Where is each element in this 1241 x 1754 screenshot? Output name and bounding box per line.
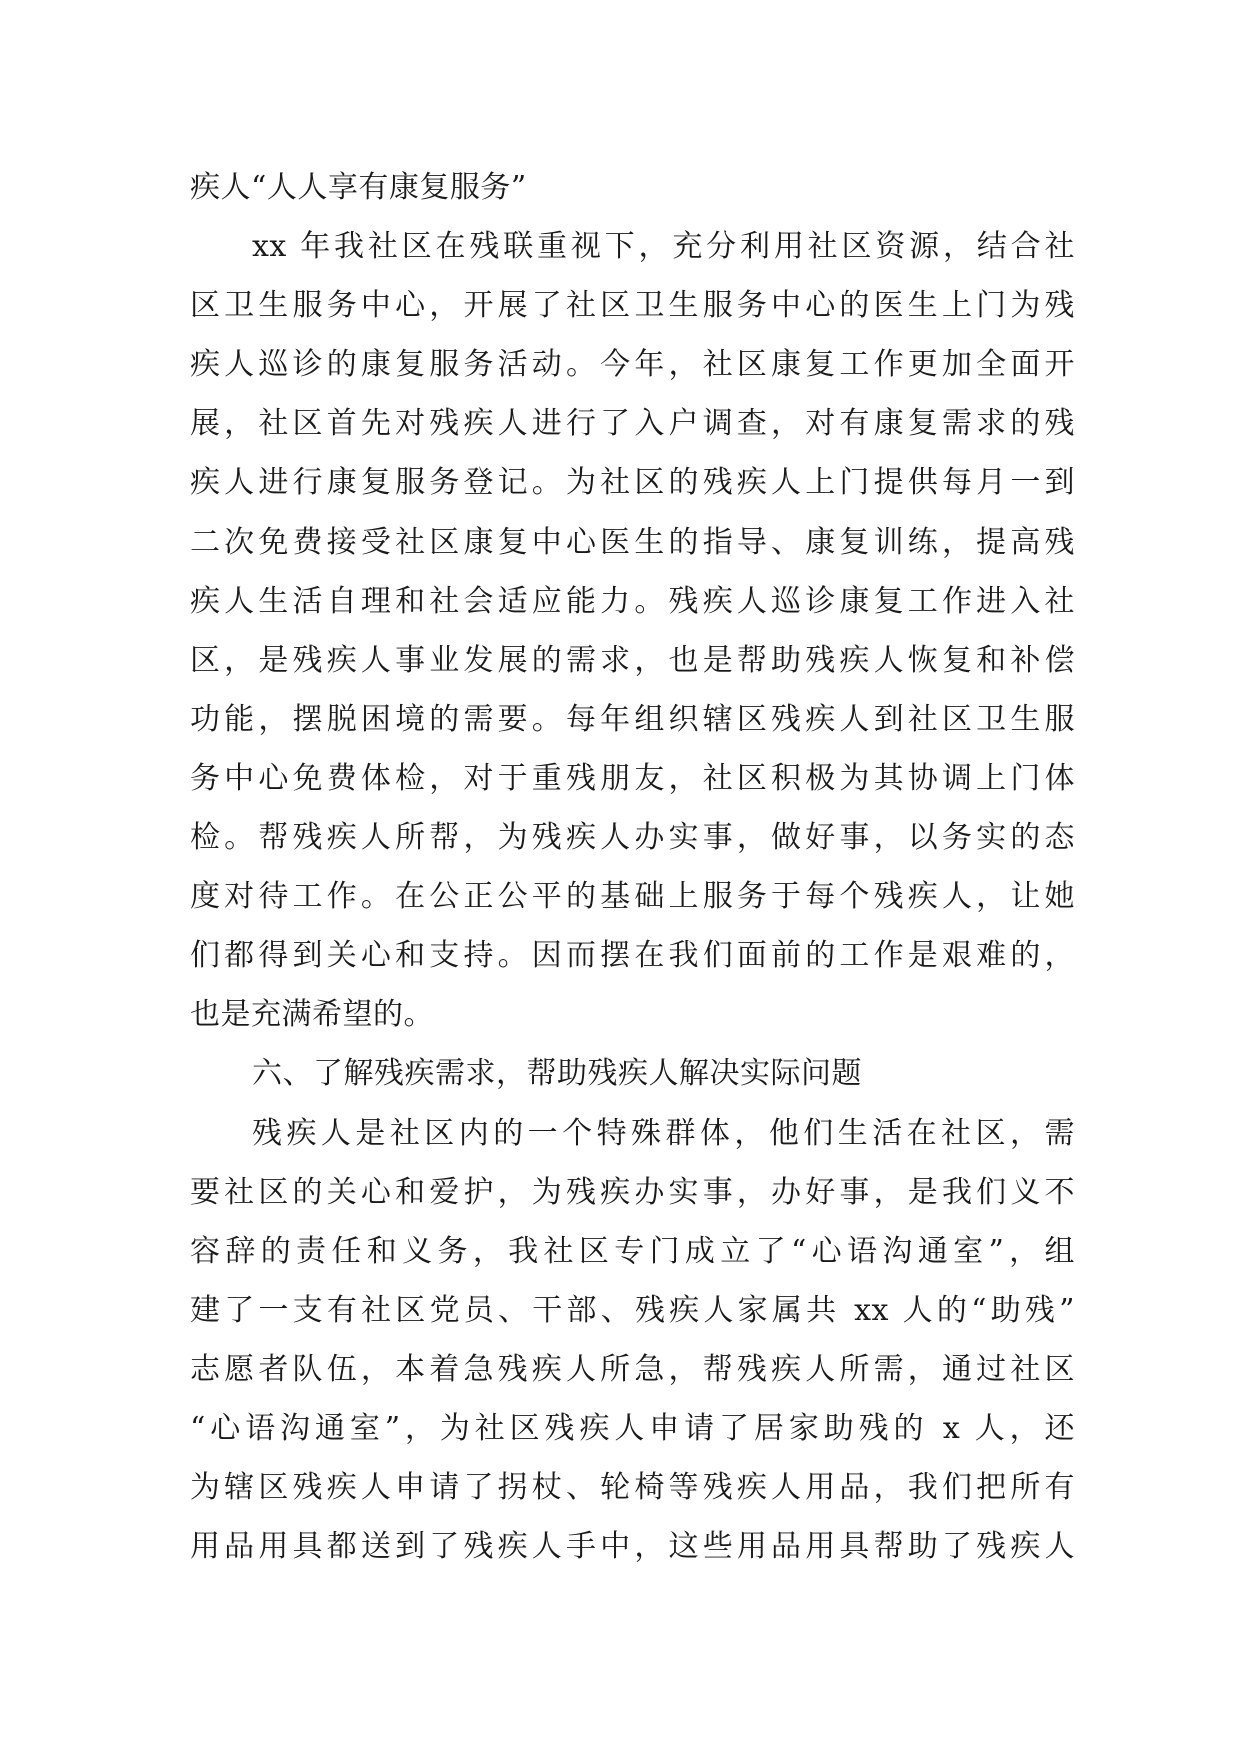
text-line: 容辞的责任和义务，我社区专门成立了“心语沟通室”，组 xyxy=(190,1233,1075,1269)
text-line: 检。帮残疾人所帮，为残疾人办实事，做好事，以务实的态 xyxy=(190,820,1075,856)
text-line: 志愿者队伍，本着急残疾人所急，帮残疾人所需，通过社区 xyxy=(190,1351,1075,1387)
text-line: 务中心免费体检，对于重残朋友，社区积极为其协调上门体 xyxy=(190,760,1075,796)
text-line: 功能，摆脱困境的需要。每年组织辖区残疾人到社区卫生服 xyxy=(190,701,1075,737)
text-line: xx 年我社区在残联重视下，充分利用社区资源，结合社 xyxy=(252,229,1075,265)
text-line: 度对待工作。在公正公平的基础上服务于每个残疾人，让她 xyxy=(190,879,1075,915)
text-line: 区，是残疾人事业发展的需求，也是帮助残疾人恢复和补偿 xyxy=(190,642,1075,678)
text-line: 展，社区首先对残疾人进行了入户调查，对有康复需求的残 xyxy=(190,406,1075,442)
text-line: 也是充满希望的。 xyxy=(190,997,434,1033)
text-line: 要社区的关心和爱护，为残疾办实事，办好事，是我们义不 xyxy=(190,1174,1075,1210)
text-line: 残疾人是社区内的一个特殊群体，他们生活在社区，需 xyxy=(252,1115,1075,1151)
text-line: 疾人巡诊的康复服务活动。今年，社区康复工作更加全面开 xyxy=(190,347,1075,383)
text-line: 建了一支有社区党员、干部、残疾人家属共 xx 人的“助残” xyxy=(190,1292,1075,1328)
text-line: 疾人进行康复服务登记。为社区的残疾人上门提供每月一到 xyxy=(190,465,1075,501)
text-line: 区卫生服务中心，开展了社区卫生服务中心的医生上门为残 xyxy=(190,288,1075,324)
body-text xyxy=(190,158,1075,1576)
text-line: 用品用具都送到了残疾人手中，这些用品用具帮助了残疾人 xyxy=(190,1529,1075,1565)
text-line: 们都得到关心和支持。因而摆在我们面前的工作是艰难的， xyxy=(190,938,1075,974)
text-line: 疾人“人人享有康复服务” xyxy=(190,170,527,205)
text-line: 二次免费接受社区康复中心医生的指导、康复训练，提高残 xyxy=(190,524,1075,560)
text-line: “心语沟通室”，为社区残疾人申请了居家助残的 x 人，还 xyxy=(190,1410,1075,1446)
text-line: 六、了解残疾需求，帮助残疾人解决实际问题 xyxy=(252,1056,862,1092)
text-line: 为辖区残疾人申请了拐杖、轮椅等残疾人用品，我们把所有 xyxy=(190,1470,1075,1506)
text-line: 疾人生活自理和社会适应能力。残疾人巡诊康复工作进入社 xyxy=(190,583,1075,619)
